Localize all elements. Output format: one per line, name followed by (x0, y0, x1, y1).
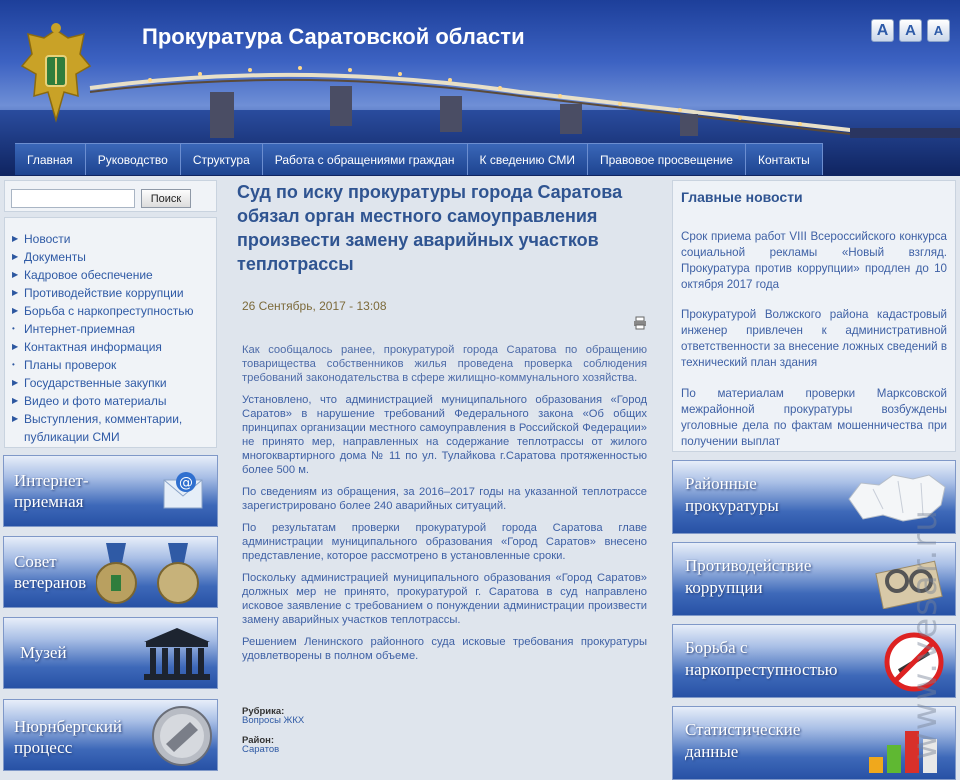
left-menu (4, 217, 217, 448)
menu-item-label: Планы проверок (24, 358, 117, 372)
menu-item-label: Контактная информация (24, 340, 162, 354)
menu-item-documents[interactable] (5, 248, 216, 266)
bullet-icon: ▶ (12, 252, 19, 261)
search-box (4, 180, 217, 212)
print-icon[interactable] (633, 316, 647, 330)
medals-icon (96, 541, 216, 607)
nav-legal-education[interactable]: Правовое просвещение (588, 144, 746, 175)
banner-label: Противодействие коррупции (685, 556, 812, 597)
banner-label: Районные прокуратуры (685, 474, 779, 515)
news-item[interactable]: По материалам проверки Марксовской межрайонной прокуратуры возбуждены уголовные дела по фактам мошенничества при получении выплат (681, 387, 947, 448)
site-title: Прокуратура Саратовской области (142, 24, 525, 49)
menu-item-label: Выступления, комментарии, публикации СМИ (24, 412, 183, 444)
article-paragraph: По результатам проверки прокуратурой города Саратова главе администрации муниципального образования «Город Саратов» внесено представление, которое рассмотрено в установленные сроки. (242, 522, 647, 562)
font-small-button[interactable]: A (927, 19, 950, 42)
news-item[interactable]: Срок приема работ VIII Всероссийского конкурса социальной рекламы «Новый взгляд. Прокуратура против коррупции» продлен до 10 октября 2017 года (681, 230, 947, 291)
nav-contacts[interactable]: Контакты (746, 144, 823, 175)
district-label: Район: (242, 735, 275, 746)
nav-home[interactable]: Главная (15, 144, 86, 175)
news-item[interactable]: Прокуратурой Волжского района кадастровый инженер привлечен к административной ответственности за внесение ложных сведений в технический план здания (681, 308, 947, 369)
news-heading: Главные новости (681, 189, 803, 205)
rubric-label: Рубрика: (242, 706, 285, 717)
font-medium-button[interactable]: A (899, 19, 922, 42)
bullet-icon: • (12, 324, 15, 333)
nav-leadership[interactable]: Руководство (86, 144, 181, 175)
main-news-box (672, 180, 956, 452)
district-link[interactable]: Саратов (242, 744, 280, 755)
menu-item-media[interactable] (5, 392, 216, 410)
svg-text:@: @ (179, 475, 193, 491)
banner-internet-reception[interactable] (3, 455, 218, 527)
search-button[interactable]: Поиск (141, 189, 191, 208)
menu-item-label: Противодействие коррупции (24, 286, 184, 300)
menu-item-internet-reception[interactable] (5, 320, 216, 338)
article-paragraph: По сведениям из обращения, за 2016–2017 годы на указанной теплотрассе зарегистрировано более 240 аварийных ситуаций. (242, 486, 647, 512)
bullet-icon: ▶ (12, 306, 19, 315)
banner-museum[interactable] (3, 617, 218, 689)
menu-item-publications[interactable] (5, 410, 216, 446)
banner-label: Интернет- приемная (14, 471, 89, 511)
bullet-icon: ▶ (12, 378, 19, 387)
nav-structure[interactable]: Структура (181, 144, 263, 175)
banner-label: Борьба с наркопреступностью (685, 638, 838, 679)
bullet-icon: ▶ (12, 234, 19, 243)
font-large-button[interactable]: A (871, 19, 894, 42)
banner-label: Совет ветеранов (14, 552, 87, 592)
bullet-icon: ▶ (12, 342, 19, 351)
banner-label: Нюрнбергский процесс (14, 717, 123, 757)
article-date: 26 Сентябрь, 2017 - 13:08 (242, 299, 387, 313)
bullet-icon: ▶ (12, 288, 19, 297)
menu-item-hr[interactable] (5, 266, 216, 284)
envelope-icon (160, 468, 206, 512)
font-size-controls (871, 19, 950, 42)
banner-nuremberg-trial[interactable] (3, 699, 218, 771)
menu-item-label: Интернет-приемная (24, 322, 135, 336)
coin-icon (150, 704, 214, 768)
menu-item-inspection-plans[interactable] (5, 356, 216, 374)
article-body (242, 343, 647, 671)
menu-item-label: Борьба с наркопреступностью (24, 304, 194, 318)
menu-item-drugs[interactable] (5, 302, 216, 320)
search-input[interactable] (11, 189, 135, 208)
banner-label: Статистические данные (685, 720, 801, 761)
banner-label: Музей (20, 643, 67, 662)
menu-item-news[interactable] (5, 230, 216, 248)
nav-media[interactable]: К сведению СМИ (468, 144, 588, 175)
article-title: Суд по иску прокуратуры города Саратова обязал орган местного самоуправления произвести замену аварийных участков теплотрассы (237, 182, 623, 274)
menu-item-contacts[interactable] (5, 338, 216, 356)
article-paragraph: Поскольку администрацией муниципального образования «Город Саратов» должных мер не принято, прокуратурой г. Саратова в суд направлено исковое заявление с требованием о понуждении администрации произвести замену аварийных участков теплотрассы. (242, 572, 647, 626)
main-nav (15, 143, 823, 174)
article-paragraph: Решением Ленинского районного суда исковые требования прокуратуры удовлетворены в полном объеме. (242, 636, 647, 662)
bullet-icon: ▶ (12, 414, 19, 423)
rubric-link[interactable]: Вопросы ЖКХ (242, 715, 305, 726)
menu-item-label: Государственные закупки (24, 376, 167, 390)
bullet-icon: • (12, 360, 15, 369)
museum-building-icon (142, 626, 212, 682)
menu-item-label: Видео и фото материалы (24, 394, 167, 408)
site-header (0, 0, 960, 176)
prosecutor-emblem (18, 22, 94, 128)
watermark: www.vesar.ru (905, 508, 945, 760)
article-paragraph: Как сообщалось ранее, прокуратурой города Саратова по обращению товарищества собственников жилья проведена проверка соблюдения требований законодательства в сфере жилищно-коммунального хозяйства. (242, 344, 647, 384)
menu-item-anticorruption[interactable] (5, 284, 216, 302)
menu-item-label: Кадровое обеспечение (24, 268, 153, 282)
bullet-icon: ▶ (12, 396, 19, 405)
menu-item-procurement[interactable] (5, 374, 216, 392)
bullet-icon: ▶ (12, 270, 19, 279)
menu-item-label: Документы (24, 250, 86, 264)
banner-veterans-council[interactable] (3, 536, 218, 608)
menu-item-label: Новости (24, 232, 71, 246)
article-paragraph: Установлено, что администрацией муниципального образования «Город Саратов» в нарушение требований Федерального закона «Об общих принципах организации местного самоуправления в Российской Федерации» не принято мер, направленных на содержание теплотрассы от жилого многоквартирного дома № 11 по ул. Тулайкова г.Саратова протяженностью более 500 м. (242, 394, 647, 476)
nav-citizen-appeals[interactable]: Работа с обращениями граждан (263, 144, 468, 175)
